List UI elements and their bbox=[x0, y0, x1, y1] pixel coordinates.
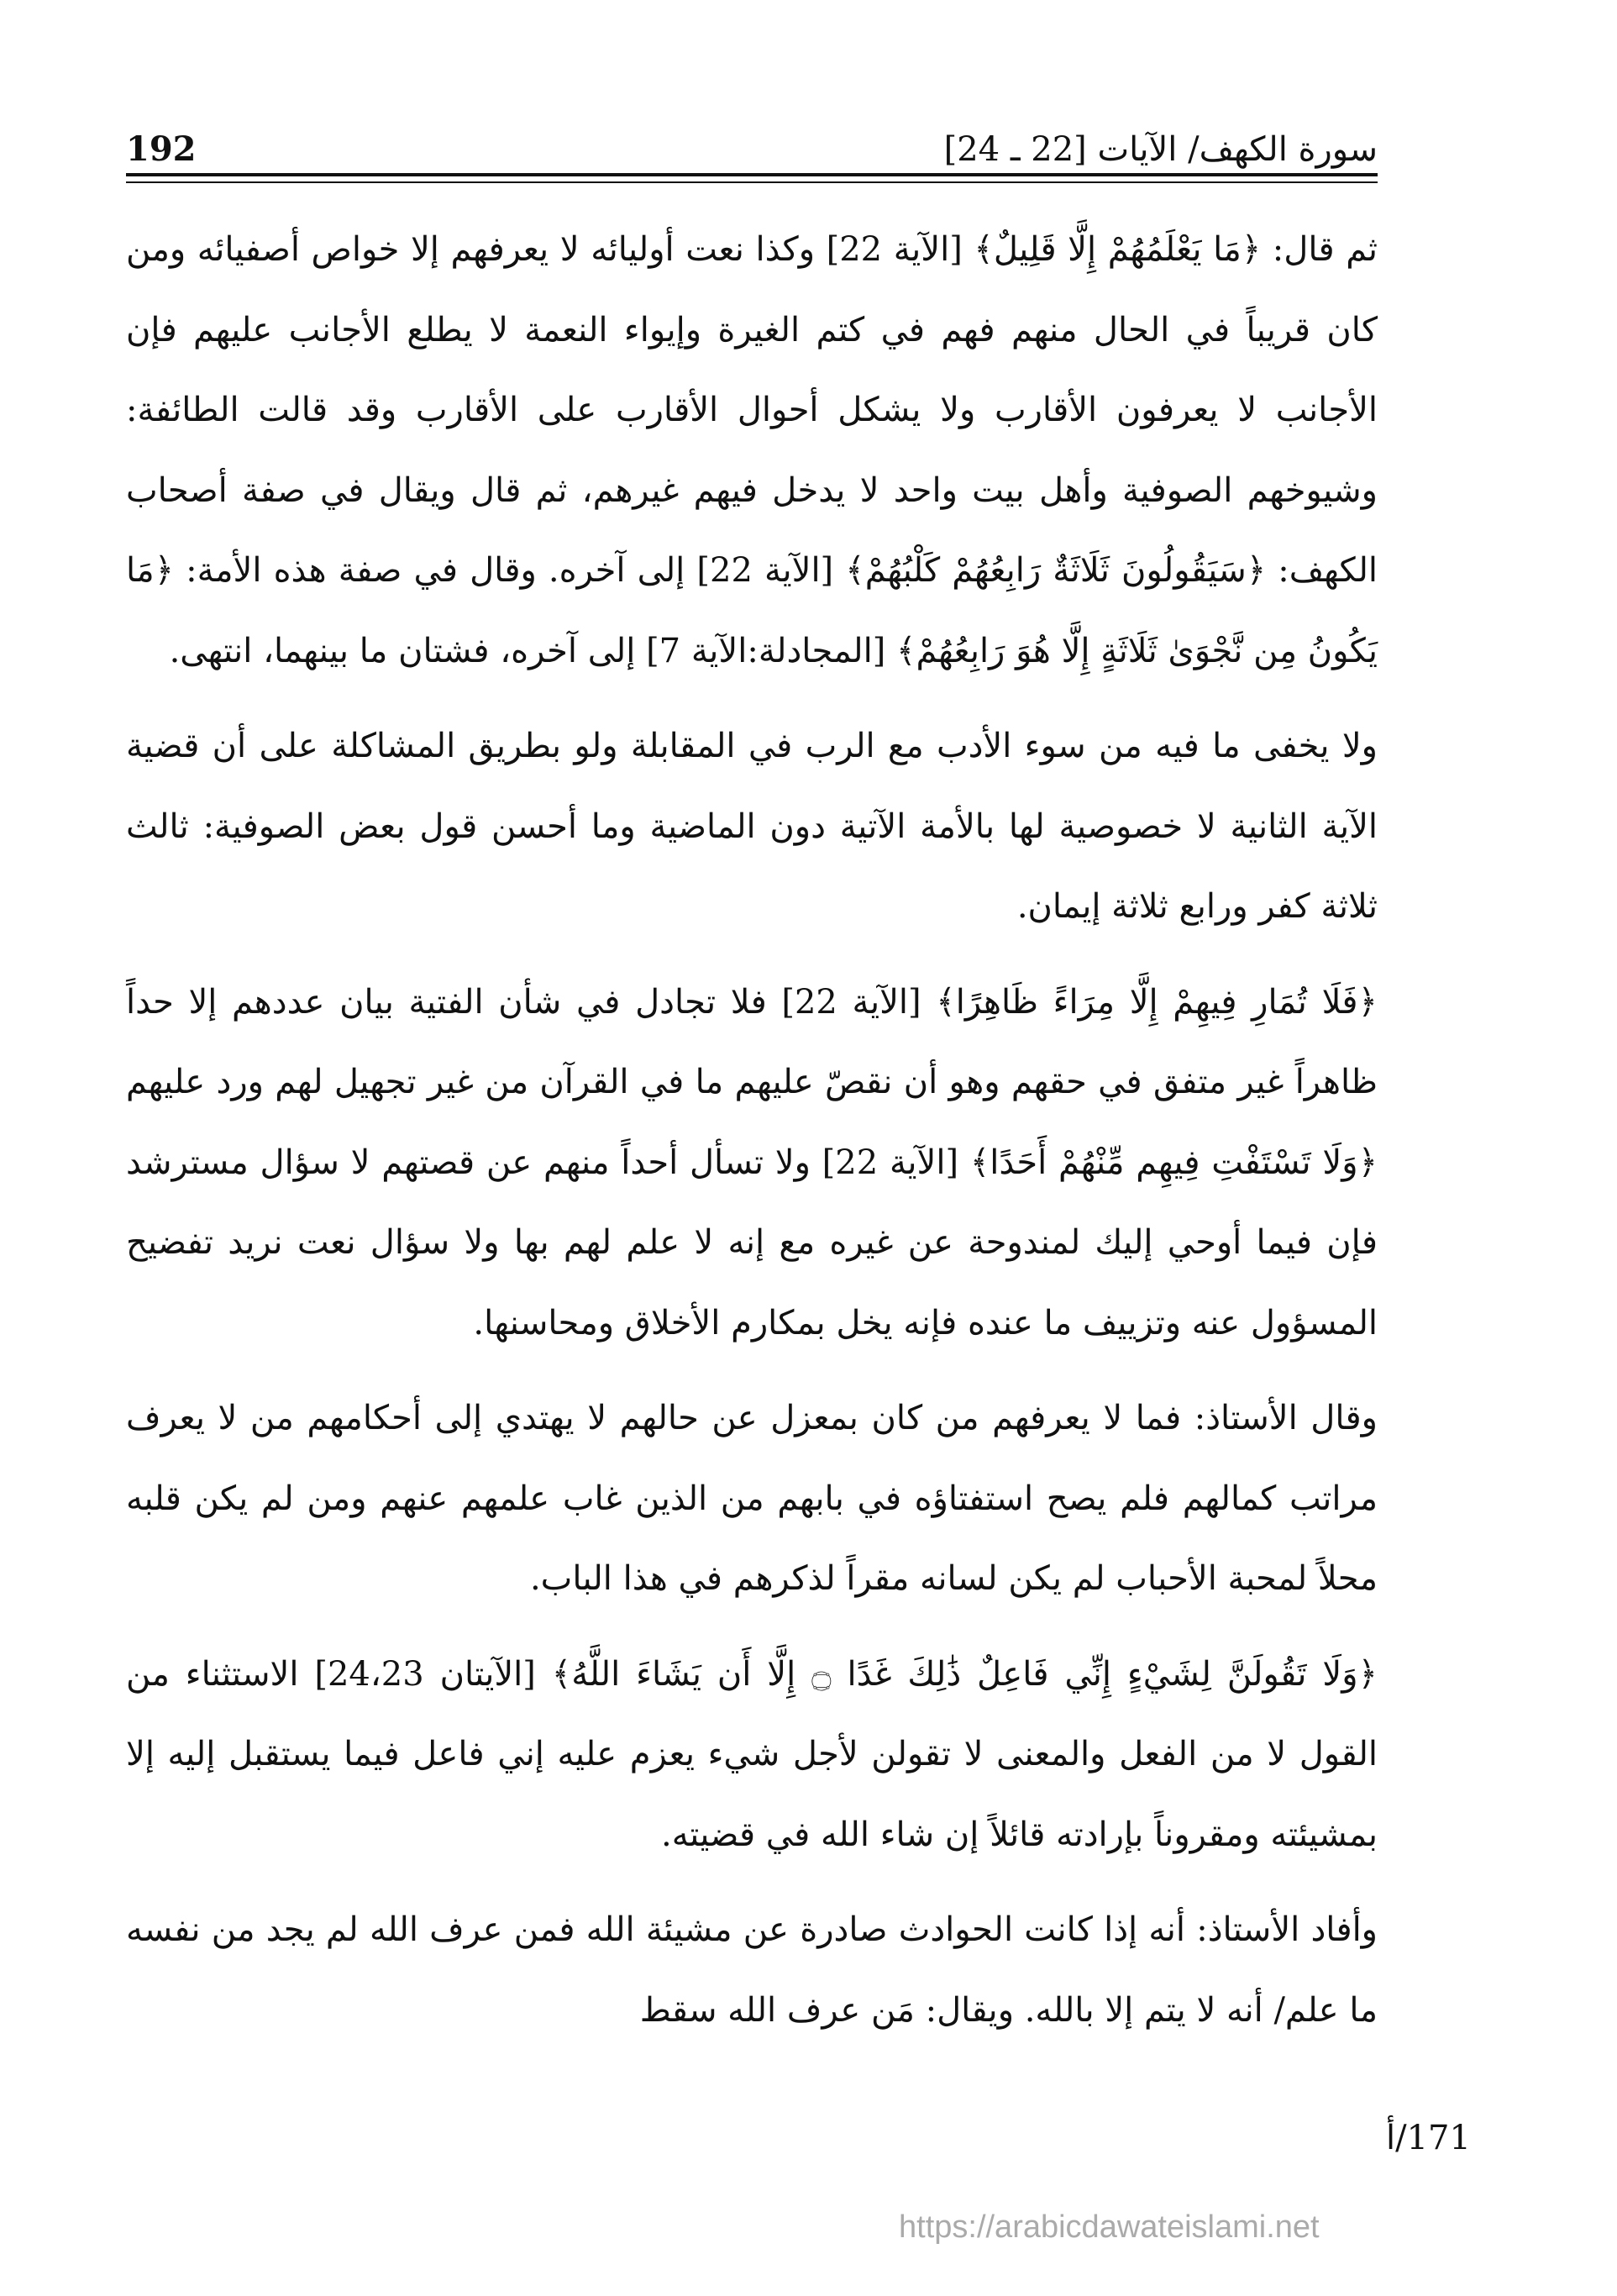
paragraph-2: ولا يخفى ما فيه من سوء الأدب مع الرب في المقابلة ولو بطريق المشاكلة على أن قضية الآية الثانية لا خصوصية لها بالأمة الآتية دون الماضية وما أحسن قول بعض الصوفية: ثالث ثلاثة كفر ورابع ثلاثة إيمان. bbox=[126, 727, 1378, 926]
page-number: 192 bbox=[126, 129, 197, 169]
paragraph-3: ﴿فَلَا تُمَارِ فِيهِمْ إِلَّا مِرَاءً ظَاهِرًا﴾ [الآية 22] فلا تجادل في شأن الفتية بيان عددهم إلا حداً ظاهراً غير متفق في حقهم وهو أن نقصّ عليهم ما في القرآن من غير تجهيل لهم ورد عليهم ﴿وَلَا تَسْتَفْتِ فِيهِم مِّنْهُمْ أَحَدًا﴾ [الآية 22] ولا تسأل أحداً منهم عن قصتهم لا سؤال مسترشد فإن فيما أوحي إليك لمندوحة عن غيره مع إنه لا علم لهم بها ولا سؤال نعت نريد تفضيح المسؤول عنه وتزييف ما عنده فإنه يخل بمكارم الأخلاق ومحاسنها. bbox=[126, 982, 1378, 1342]
header-rule-thin bbox=[126, 181, 1378, 183]
header-rule-thick bbox=[126, 173, 1378, 176]
page-header bbox=[126, 126, 1378, 176]
manuscript-folio-note: 171/أ bbox=[1386, 2119, 1471, 2157]
running-title: سورة الكهف/ الآيات [22 ـ 24] bbox=[943, 130, 1378, 169]
paragraph-1: ثم قال: ﴿مَا يَعْلَمُهُمْ إِلَّا قَلِيلٌ﴾ [الآية 22] وكذا نعت أوليائه لا يعرفهم إلا خواص أصفيائه ومن كان قريباً في الحال منهم فهم في كتم الغيرة وإيواء النعمة لا يطلع الأجانب عليهم فإن الأجانب لا يعرفون الأقارب ولا يشكل أحوال الأقارب على الأقارب وقد قالت الطائفة: وشيوخهم الصوفية وأهل بيت واحد لا يدخل فيهم غيرهم، ثم قال ويقال في صفة أصحاب الكهف: ﴿سَيَقُولُونَ ثَلَاثَةٌ رَابِعُهُمْ كَلْبُهُمْ﴾ [الآية 22] إلى آخره. وقال في صفة هذه الأمة: ﴿مَا يَكُونُ مِن نَّجْوَىٰ ثَلَاثَةٍ إِلَّا هُوَ رَابِعُهُمْ﴾ [المجادلة:الآية 7] إلى آخره، فشتان ما بينهما، انتهى. bbox=[126, 230, 1378, 670]
paragraph-5: ﴿وَلَا تَقُولَنَّ لِشَيْءٍ إِنِّي فَاعِلٌ ذَٰلِكَ غَدًا ۝ إِلَّا أَن يَشَاءَ اللَّهُ﴾ [الآيتان 24،23] الاستثناء من القول لا من الفعل والمعنى لا تقولن لأجل شيء يعزم عليه إني فاعل فيما يستقبل إليه إلا بمشيئته ومقروناً بإرادته قائلاً إن شاء الله في قضيته. bbox=[126, 1654, 1378, 1854]
body-text bbox=[126, 210, 1378, 2051]
paragraph-6: وأفاد الأستاذ: أنه إذا كانت الحوادث صادرة عن مشيئة الله فمن عرف الله لم يجد من نفسه ما علم/ أنه لا يتم إلا بالله. ويقال: مَن عرف الله سقط bbox=[126, 1910, 1378, 2030]
paragraph-4: وقال الأستاذ: فما لا يعرفهم من كان بمعزل عن حالهم لا يهتدي إلى أحكامهم من لا يعرف مراتب كمالهم فلم يصح استفتاؤه في بابهم من الذين غاب علمهم عنهم ومن لم يكن قلبه محلاً لمحبة الأحباب لم يكن لسانه مقراً لذكرهم في هذا الباب. bbox=[126, 1399, 1378, 1598]
watermark-url: https://arabicdawateislami.net bbox=[899, 2209, 1320, 2245]
